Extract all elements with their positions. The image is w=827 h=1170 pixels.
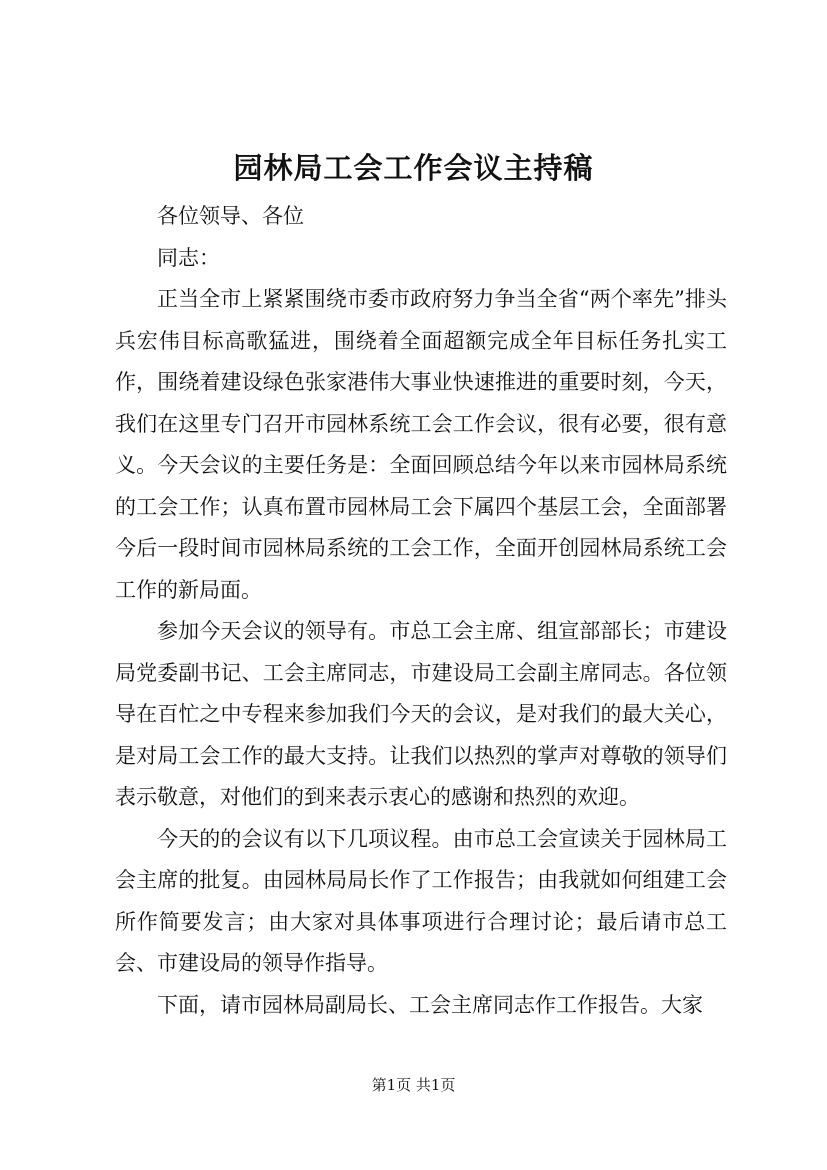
paragraph-attendees: 参加今天会议的领导有。市总工会主席、组宣部部长；市建设局党委副书记、工会主席同志，市建设局工会副主席同志。各位领导在百忙之中专程来参加我们今天的会议，是对我们的最大关心，是对局工会工作的最大支持。让我们以热烈的掌声对尊敬的领导们表示敬意，对他们的到来表示衷心的感谢和热烈的欢迎。: [115, 619, 727, 809]
document-body: [115, 196, 727, 1026]
paragraph-report: 下面，请市园林局副局长、工会主席同志作工作报告。大家: [157, 992, 703, 1017]
salutation-line-2: 同志：: [157, 245, 220, 270]
document-title: 园林局工会工作会议主持稿: [233, 151, 594, 185]
paragraph-opening: 正当全市上紧紧围绕市委市政府努力争当全省“两个率先”排头兵宏伟目标高歌猛进，围绕着全面超额完成全年目标任务扎实工作，围绕着建设绿色张家港伟大事业快速推进的重要时刻，今天，我们在这里专门召开市园林系统工会工作会议，很有必要，很有意义。今天会议的主要任务是：全面回顾总结今年以来市园林局系统的工会工作；认真布置市园林局工会下属四个基层工会，全面部署今后一段时间市园林局系统的工会工作，全面开创园林局系统工会工作的新局面。: [115, 287, 727, 602]
salutation-line-1: 各位领导、各位: [157, 204, 304, 228]
paragraph-agenda: 今天的的会议有以下几项议程。由市总工会宣读关于园林局工会主席的批复。由园林局局长作了工作报告；由我就如何组建工会所作简要发言；由大家对具体事项进行合理讨论；最后请市总工会、市建设局的领导作指导。: [115, 826, 727, 975]
page-number-footer: 第1页 共1页: [371, 1076, 456, 1094]
